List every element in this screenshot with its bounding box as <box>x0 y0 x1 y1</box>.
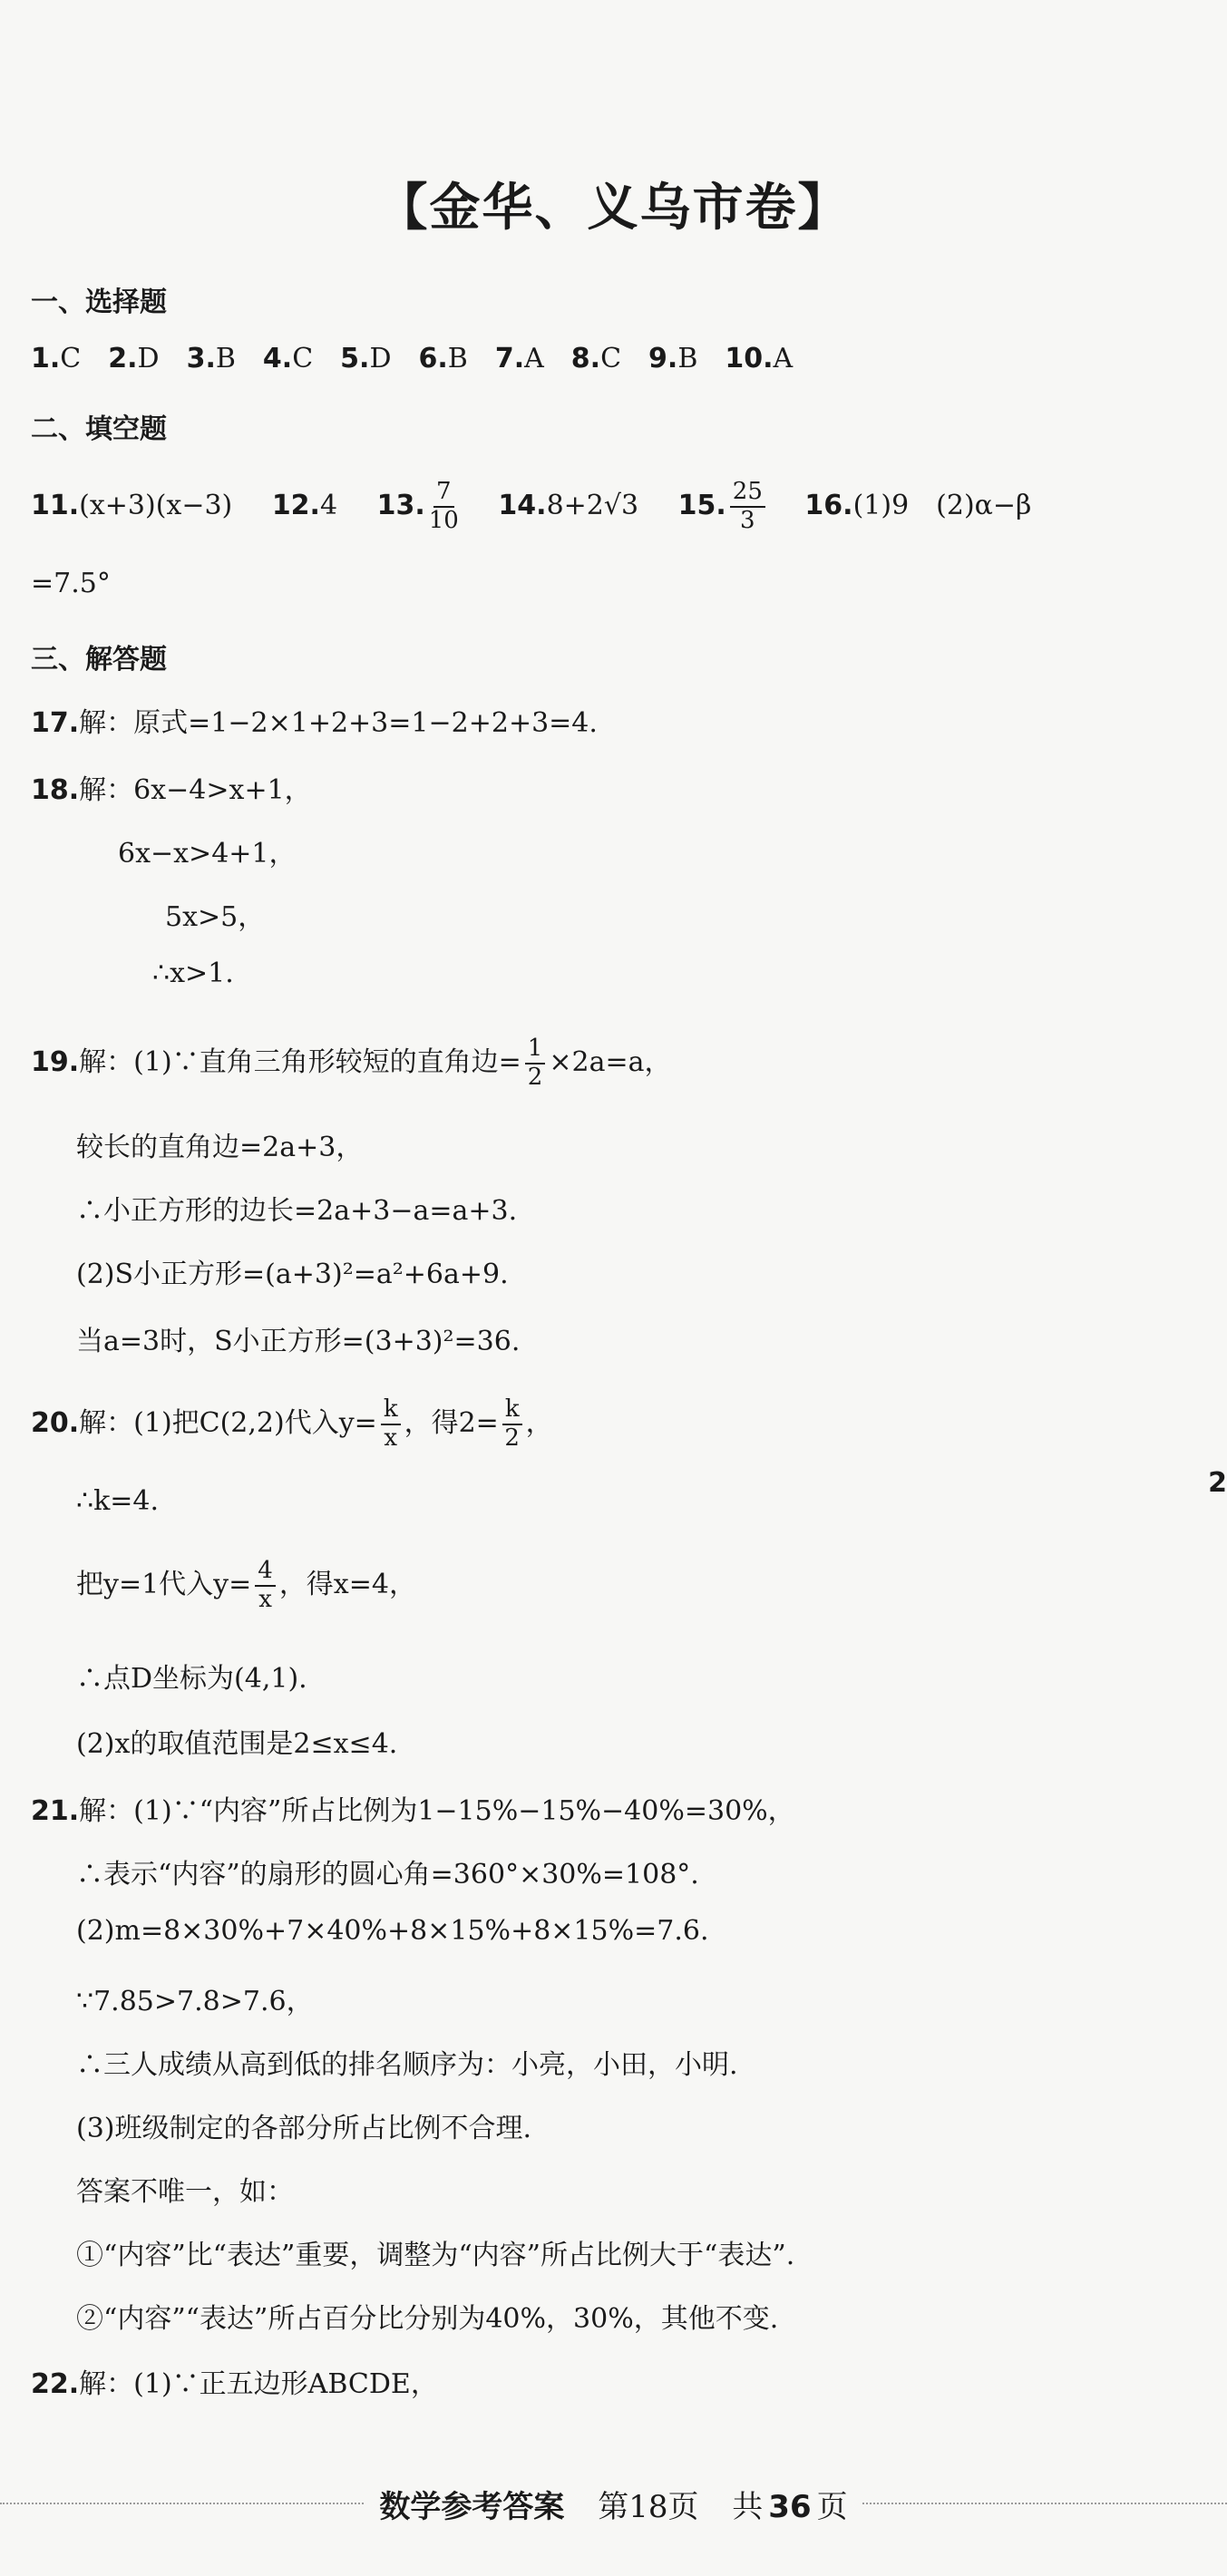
q16-answer: (1)9 (2)α−β <box>852 489 1032 521</box>
choice-answer <box>495 343 544 374</box>
q11-answer: (x+3)(x−3) <box>79 489 233 521</box>
q20-line-1 <box>31 1396 553 1453</box>
choice-answer <box>263 343 313 374</box>
q19-denominator: 2 <box>527 1063 543 1091</box>
q19-line-5: 当a=3时，S小正方形=(3+3)²=36. <box>76 1326 521 1357</box>
choice-letter: B <box>677 343 698 374</box>
q18-line-4: ∴x>1. <box>152 957 234 989</box>
choice-number: 3. <box>186 343 216 374</box>
choice-answer <box>31 343 81 374</box>
q19-text-1a: 解：(1)∵直角三角形较短的直角边= <box>79 1045 521 1078</box>
choice-number: 7. <box>494 343 525 374</box>
q19-number: 19. <box>31 1045 80 1078</box>
section-heading-choice: 一、选择题 <box>31 287 167 318</box>
choice-number: 9. <box>648 343 678 374</box>
choice-answer <box>648 343 697 374</box>
q22-number: 22. <box>31 2368 80 2400</box>
side-page-mark: 2 <box>1208 1467 1227 1499</box>
q17 <box>31 700 598 740</box>
q13-fraction <box>429 479 459 535</box>
footer-book-title: 数学参考答案 <box>379 2489 565 2525</box>
q21-line-6: (3)班级制定的各部分所占比例不合理. <box>76 2113 532 2144</box>
section-heading-fill: 二、填空题 <box>31 413 167 445</box>
q19-line-3: ∴小正方形的边长=2a+3−a=a+3. <box>76 1195 518 1227</box>
footer-total-suffix: 页 <box>816 2489 848 2525</box>
q21-line-5: ∴三人成绩从高到低的排名顺序为：小亮，小田，小明. <box>76 2049 738 2081</box>
footer-page-number: 第18页 <box>598 2489 699 2525</box>
q21-line-7: 答案不唯一，如： <box>76 2176 294 2208</box>
q18-text-1: 解：6x−4>x+1， <box>79 774 312 806</box>
q20-denominator-3: x <box>258 1585 272 1613</box>
choice-answer <box>108 343 159 374</box>
choice-answer <box>419 343 468 374</box>
choice-number: 6. <box>418 343 448 374</box>
choice-answer <box>340 343 391 374</box>
q20-numerator-3: 4 <box>255 1558 276 1587</box>
q20-denominator-2: 2 <box>504 1424 520 1452</box>
q18-line-3: 5x>5， <box>165 901 266 933</box>
q20-text-1b: ，得2= <box>404 1406 499 1439</box>
choice-answers-row <box>31 343 793 374</box>
q13-denominator: 10 <box>428 506 459 534</box>
q19-text-1b: ×2a=a， <box>549 1045 672 1078</box>
q21-number: 21. <box>31 1795 80 1827</box>
choice-letter: D <box>137 343 160 374</box>
q15-fraction <box>730 479 765 535</box>
q21-line-1 <box>31 1788 795 1828</box>
q17-text: 解：原式=1−2×1+2+3=1−2+2+3=4. <box>79 707 598 739</box>
section-heading-solve: 三、解答题 <box>31 644 167 676</box>
footer-total-prefix: 共 <box>732 2489 764 2525</box>
q20-text-3b: ，得x=4， <box>278 1568 416 1600</box>
q21-text-1: 解：(1)∵“内容”所占比例为1−15%−15%−40%=30%， <box>79 1795 795 1827</box>
choice-letter: C <box>292 343 314 374</box>
choice-number: 1. <box>31 343 61 374</box>
q16-number: 16. <box>804 489 853 521</box>
q19-line-2: 较长的直角边=2a+3， <box>76 1132 364 1163</box>
choice-letter: A <box>524 343 544 374</box>
q13-numerator: 7 <box>433 479 454 508</box>
page-footer <box>0 2482 1227 2526</box>
q21-line-3: (2)m=8×30%+7×40%+8×15%+8×15%=7.6. <box>76 1915 709 1947</box>
q12-number: 12. <box>271 489 320 521</box>
page-title: 【金华、义乌市卷】 <box>376 179 851 238</box>
q22-text-1: 解：(1)∵正五边形ABCDE， <box>79 2368 438 2400</box>
q17-number: 17. <box>31 707 80 739</box>
q18-number: 18. <box>31 774 80 806</box>
q19-line-4: (2)S小正方形=(a+3)²=a²+6a+9. <box>76 1259 509 1290</box>
q20-text-1a: 解：(1)把C(2,2)代入y= <box>79 1406 377 1439</box>
q19-fraction <box>525 1035 546 1092</box>
choice-number: 2. <box>108 343 138 374</box>
q15-denominator: 3 <box>740 506 755 534</box>
choice-letter: A <box>773 343 794 374</box>
q20-numerator-1: k <box>381 1396 401 1425</box>
q20-text-3a: 把y=1代入y= <box>76 1568 252 1600</box>
choice-answer <box>571 343 621 374</box>
q13-number: 13. <box>376 489 425 521</box>
q21-line-9: ②“内容”“表达”所占百分比分别为40%，30%，其他不变. <box>76 2303 779 2335</box>
q20-text-1c: ， <box>525 1406 553 1439</box>
q20-fraction-3 <box>255 1558 276 1614</box>
q14-answer: 8+2√3 <box>546 489 639 521</box>
q21-line-2: ∴表示“内容”的扇形的圆心角=360°×30%=108°. <box>76 1859 699 1891</box>
q20-line-4: ∴点D坐标为(4,1). <box>76 1663 307 1695</box>
footer-total-pages: 36 <box>768 2489 812 2525</box>
q11-number: 11. <box>31 489 80 521</box>
q19-line-1 <box>31 1035 671 1092</box>
q22-line-1 <box>31 2361 438 2401</box>
q20-numerator-2: k <box>502 1396 522 1425</box>
q20-fraction-2 <box>502 1396 522 1453</box>
q18-line-2: 6x−x>4+1， <box>118 838 297 870</box>
q21-line-8: ①“内容”比“表达”重要，调整为“内容”所占比例大于“表达”. <box>76 2240 795 2271</box>
q15-number: 15. <box>677 489 726 521</box>
q20-line-3 <box>76 1558 416 1614</box>
choice-number: 10. <box>725 343 774 374</box>
q20-fraction-1 <box>381 1396 401 1453</box>
q19-numerator: 1 <box>525 1035 546 1064</box>
choice-letter: C <box>60 343 82 374</box>
choice-number: 8. <box>570 343 601 374</box>
choice-answer <box>725 343 793 374</box>
choice-number: 4. <box>262 343 293 374</box>
choice-number: 5. <box>340 343 370 374</box>
choice-letter: B <box>215 343 236 374</box>
q14-number: 14. <box>498 489 547 521</box>
choice-answer <box>187 343 236 374</box>
choice-letter: D <box>369 343 392 374</box>
fill-answers-row <box>31 479 1031 535</box>
q16-continuation: =7.5° <box>31 568 111 599</box>
q15-numerator: 25 <box>730 479 765 508</box>
q20-denominator-1: x <box>384 1424 398 1452</box>
q20-line-5: (2)x的取值范围是2≤x≤4. <box>76 1728 398 1760</box>
q21-line-4: ∵7.85>7.8>7.6， <box>76 1986 314 2017</box>
q12-answer: 4 <box>319 489 338 521</box>
q20-line-2: ∴k=4. <box>76 1485 160 1517</box>
q18-line-1 <box>31 767 312 807</box>
choice-letter: C <box>600 343 622 374</box>
choice-letter: B <box>447 343 468 374</box>
q20-number: 20. <box>31 1406 80 1439</box>
